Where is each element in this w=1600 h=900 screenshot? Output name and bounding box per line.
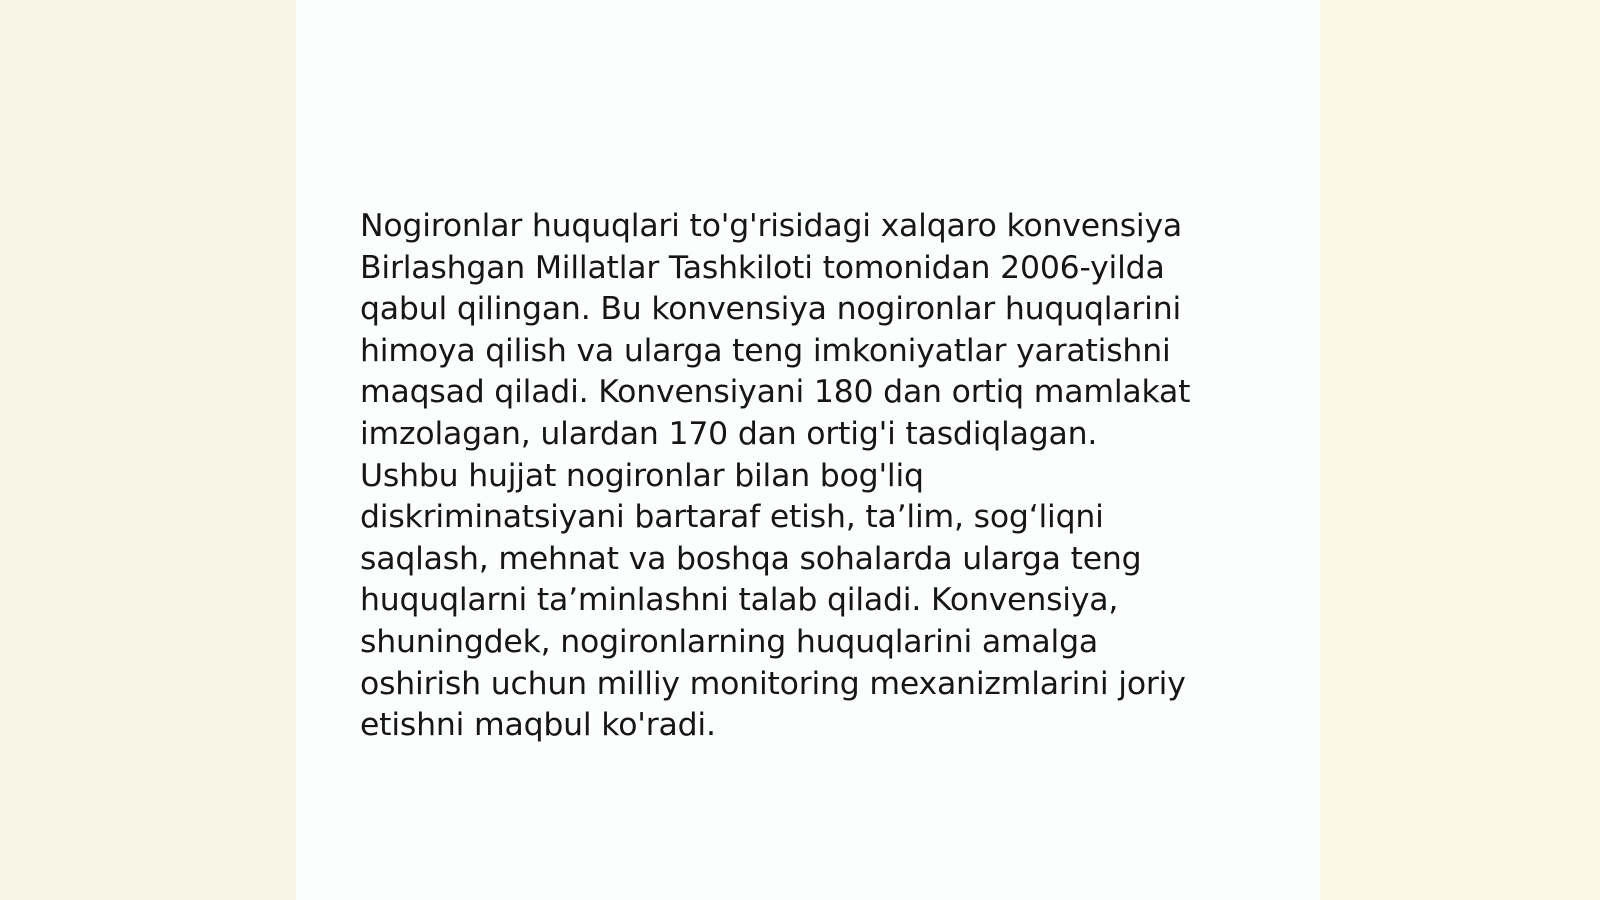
text-line: oshirish uchun milliy monitoring mexanizmlarini joriy [360,665,1186,702]
text-line: maqsad qiladi. Konvensiyani 180 dan ortiq mamlakat [360,374,1191,411]
text-line: huquqlarni ta’minlashni talab qiladi. Konvensiya, [360,582,1119,619]
text-line: himoya qilish va ularga teng imkoniyatlar yaratishni [360,332,1171,369]
left-margin [0,0,296,900]
text-line: etishni maqbul ko'radi. [360,707,716,744]
body-paragraph [360,206,1240,747]
text-line: Ushbu hujjat nogironlar bilan bog'liq [360,457,924,494]
text-line: imzolagan, ulardan 170 dan ortig'i tasdiqlagan. [360,415,1098,452]
text-line: Birlashgan Millatlar Tashkiloti tomonidan 2006-yilda [360,249,1165,286]
text-line: shuningdek, nogironlarning huquqlarini amalga [360,623,1098,660]
text-line: diskriminatsiyani bartaraf etish, ta’lim, sog‘liqni [360,499,1104,536]
text-line: qabul qilingan. Bu konvensiya nogironlar huquqlarini [360,291,1182,328]
text-line: Nogironlar huquqlari to'g'risidagi xalqaro konvensiya [360,208,1182,244]
text-line: saqlash, mehnat va boshqa sohalarda ularga teng [360,540,1142,577]
right-margin [1320,0,1600,900]
